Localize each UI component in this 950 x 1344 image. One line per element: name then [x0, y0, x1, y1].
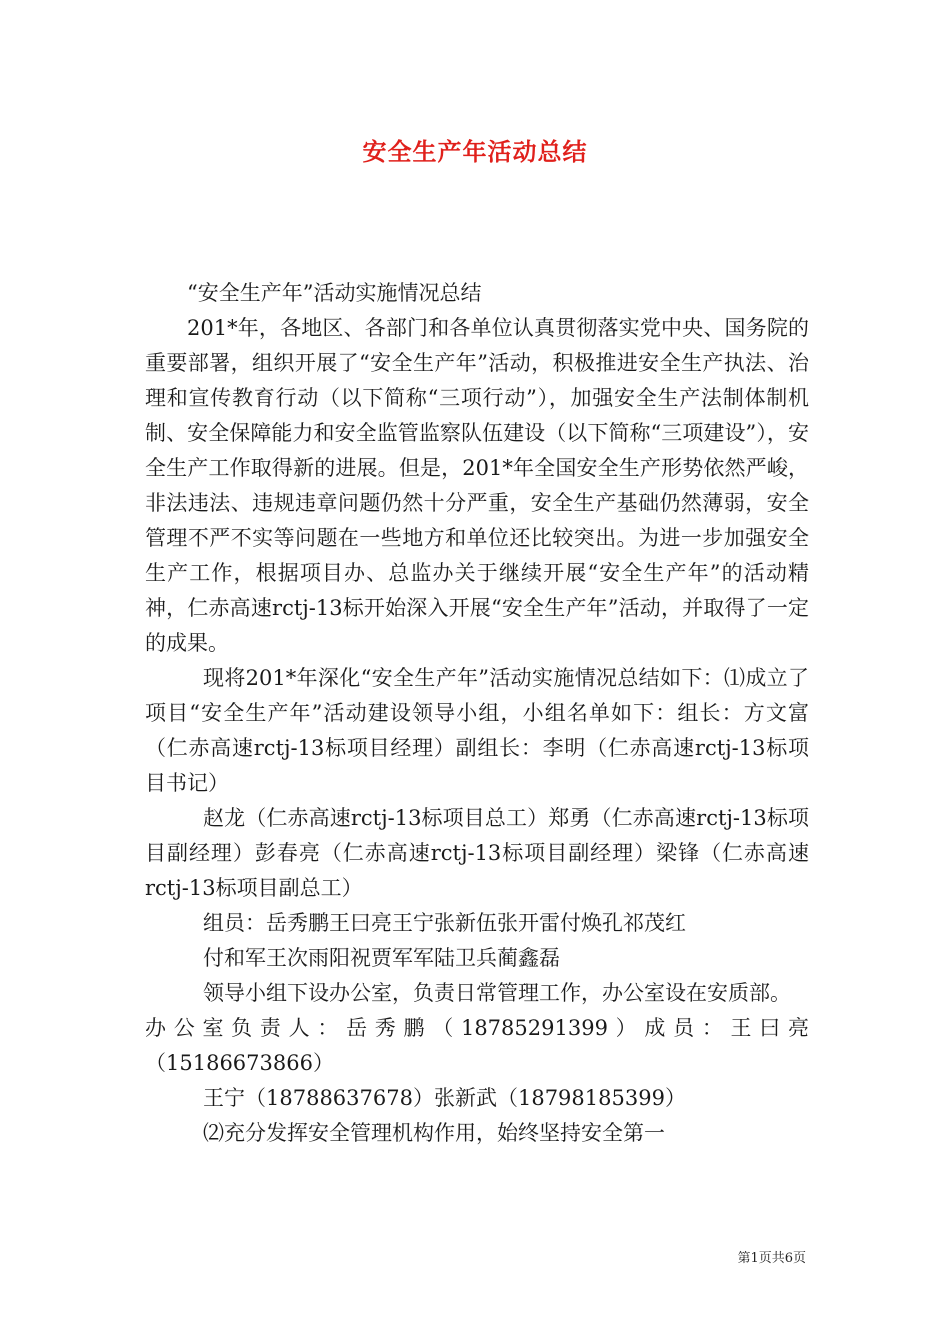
- paragraph-point-two: ⑵充分发挥安全管理机构作用，始终坚持安全第一: [203, 1121, 665, 1145]
- paragraph-office-head: 办公室负责人：岳秀鹏（18785291399）成员：王曰亮: [145, 1016, 809, 1040]
- paragraph-members-cont: 付和军王次雨阳祝贾军军陆卫兵蔺鑫磊: [203, 946, 560, 970]
- paragraph-intro: 201*年，各地区、各部门和各单位认真贯彻落实党中央、国务院的重要部署，组织开展了“安全生产年”活动，积极推进安全生产执法、治理和宣传教育行动（以下简称“三项行动”），加强安全生产法制体制机制、安全保障能力和安全监管监察队伍建设（以下简称“三项建设”），安全生产工作取得新的进展。但是，201*年全国安全生产形势依然严峻，非法违法、违规违章问题仍然十分严重，安全生产基础仍然薄弱，安全管理不严不实等问题在一些地方和单位还比较突出。为进一步加强安全生产工作，根据项目办、总监办关于继续开展“安全生产年”的活动精神，仁赤高速rctj-13标开始深入开展“安全生产年”活动，并取得了一定的成果。: [145, 316, 809, 655]
- paragraph-office-phone: （15186673866）: [145, 1051, 334, 1075]
- paragraph-members: 组员：岳秀鹏王曰亮王宁张新伍张开雷付焕孔祁茂红: [203, 911, 686, 935]
- paragraph-office: 领导小组下设办公室，负责日常管理工作，办公室设在安质部。: [203, 981, 791, 1005]
- document-title: 安全生产年活动总结: [362, 138, 588, 166]
- section-heading: “安全生产年”活动实施情况总结: [187, 281, 482, 305]
- paragraph-summary: 现将201*年深化“安全生产年”活动实施情况总结如下：⑴成立了项目“安全生产年”活动建设领导小组，小组名单如下：组长：方文富（仁赤高速rctj-13标项目经理）副组长：李明（仁赤高速rctj-13标项目书记）: [145, 666, 809, 795]
- paragraph-office-staff: 王宁（18788637678）张新武（18798185399）: [203, 1086, 686, 1110]
- paragraph-deputies: 赵龙（仁赤高速rctj-13标项目总工）郑勇（仁赤高速rctj-13标项目副经理）彭春亮（仁赤高速rctj-13标项目副经理）梁锋（仁赤高速rctj-13标项目副总工）: [145, 806, 809, 900]
- page-number: 第1页共6页: [737, 1251, 806, 1266]
- document-body: [145, 276, 809, 1151]
